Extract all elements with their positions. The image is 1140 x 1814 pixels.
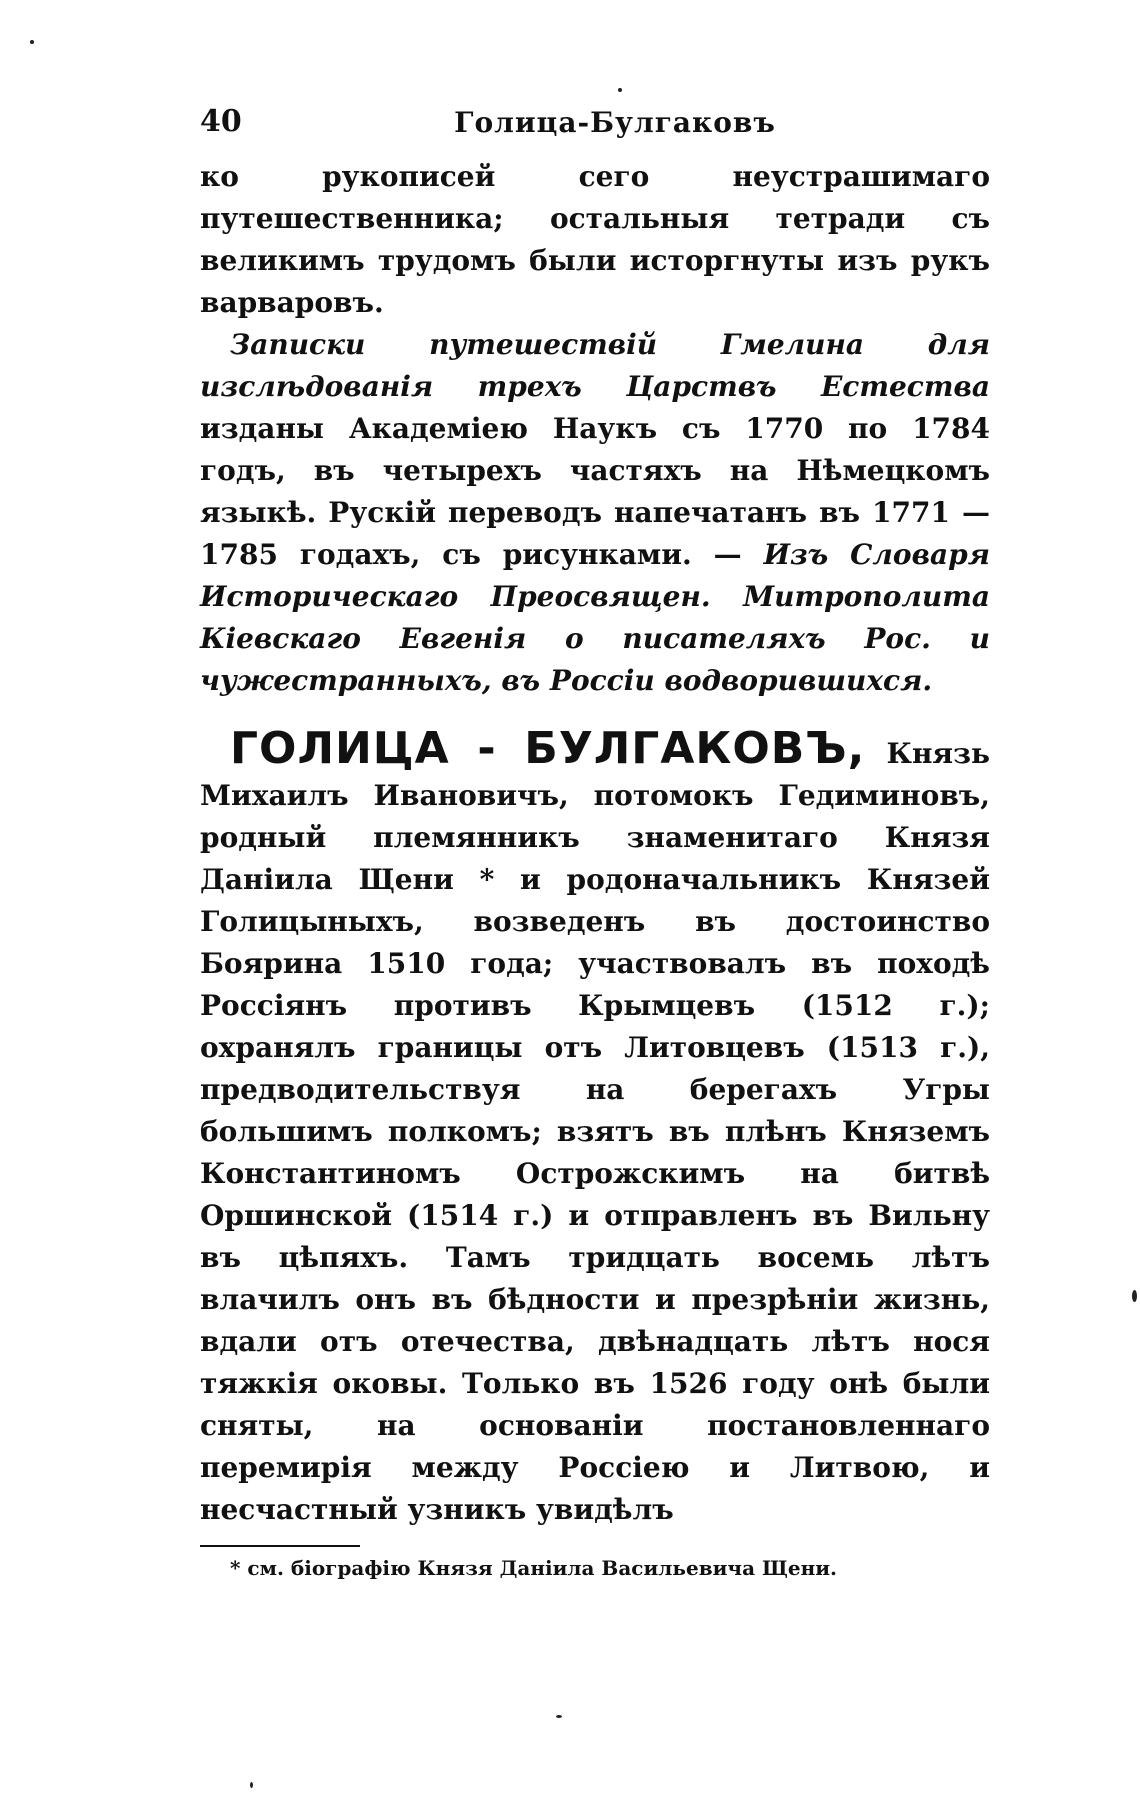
- entry-body: Михаилъ Ивановичъ, потомокъ Гедиминовъ, родный племянникъ знаменитаго Князя Даніила Щени * и родоначальникъ Князей Голицыныхъ, возведенъ въ достоинство Боярина 1510 года; участвовалъ въ походѣ Россіянъ противъ Крымцевъ (1512 г.); охранялъ границы отъ Литовцевъ (1513 г.), предводительствуя на берегахъ Угры большимъ полкомъ; взятъ въ плѣнъ Княземъ Константиномъ Острожскимъ на битвѣ Оршинской (1514 г.) и отправленъ въ Вильну въ цѣпяхъ. Тамъ тридцать восемь лѣтъ влачилъ онъ въ бѣдности и презрѣніи жизнь, вдали отъ отечества, двѣнадцать лѣтъ нося тяжкія оковы. Только въ 1526 году онѣ были сняты, на основаніи постановленнаго перемирія между Россіею и Литвою, и несчастный узникъ увидѣлъ: [200, 779, 990, 1526]
- entry-title: Князь: [865, 737, 990, 770]
- scan-speck: [250, 1782, 253, 1788]
- footnote: * см. біографію Князя Даніила Васильевича Щени.: [230, 1556, 838, 1580]
- prev-entry-source: [200, 324, 990, 702]
- source-dictionary-italic: Изъ Словаря Историческаго Преосвящен. Митрополита Кіевскаго Евгенія о писателяхъ Рос. и чужестранныхъ, въ Россіи водворившихся.: [200, 538, 990, 697]
- scan-speck: [30, 40, 34, 44]
- source-title-italic: Записки путешествій Гмелина для изслѣдованія трехъ Царствъ Естества: [200, 328, 990, 403]
- prev-entry-text: [200, 156, 990, 324]
- scan-speck: [1132, 1290, 1137, 1302]
- book-page: [200, 100, 990, 1583]
- prev-entry-lines: ко рукописей сего неустрашимаго путешественника; остальныя тетради съ великимъ трудомъ были исторгнуты изъ рукъ варваровъ.: [200, 160, 990, 319]
- entry-headword: ГОЛИЦА - БУЛГАКОВЪ,: [230, 723, 866, 774]
- page-header: [200, 100, 990, 156]
- source-publication: изданы Академіею Наукъ съ 1770 по 1784 годъ, въ четырехъ частяхъ на Нѣмецкомъ языкѣ. Рускій переводъ напечатанъ въ 1771 — 1785 годахъ, съ рисунками. —: [200, 412, 990, 571]
- entry-paragraph: [200, 723, 990, 1531]
- scan-speck: [618, 88, 622, 92]
- page-number: 40: [200, 104, 242, 139]
- scan-speck: [556, 1715, 562, 1718]
- running-head: Голица-Булгаковъ: [454, 106, 776, 139]
- footnote-rule: [200, 1545, 360, 1547]
